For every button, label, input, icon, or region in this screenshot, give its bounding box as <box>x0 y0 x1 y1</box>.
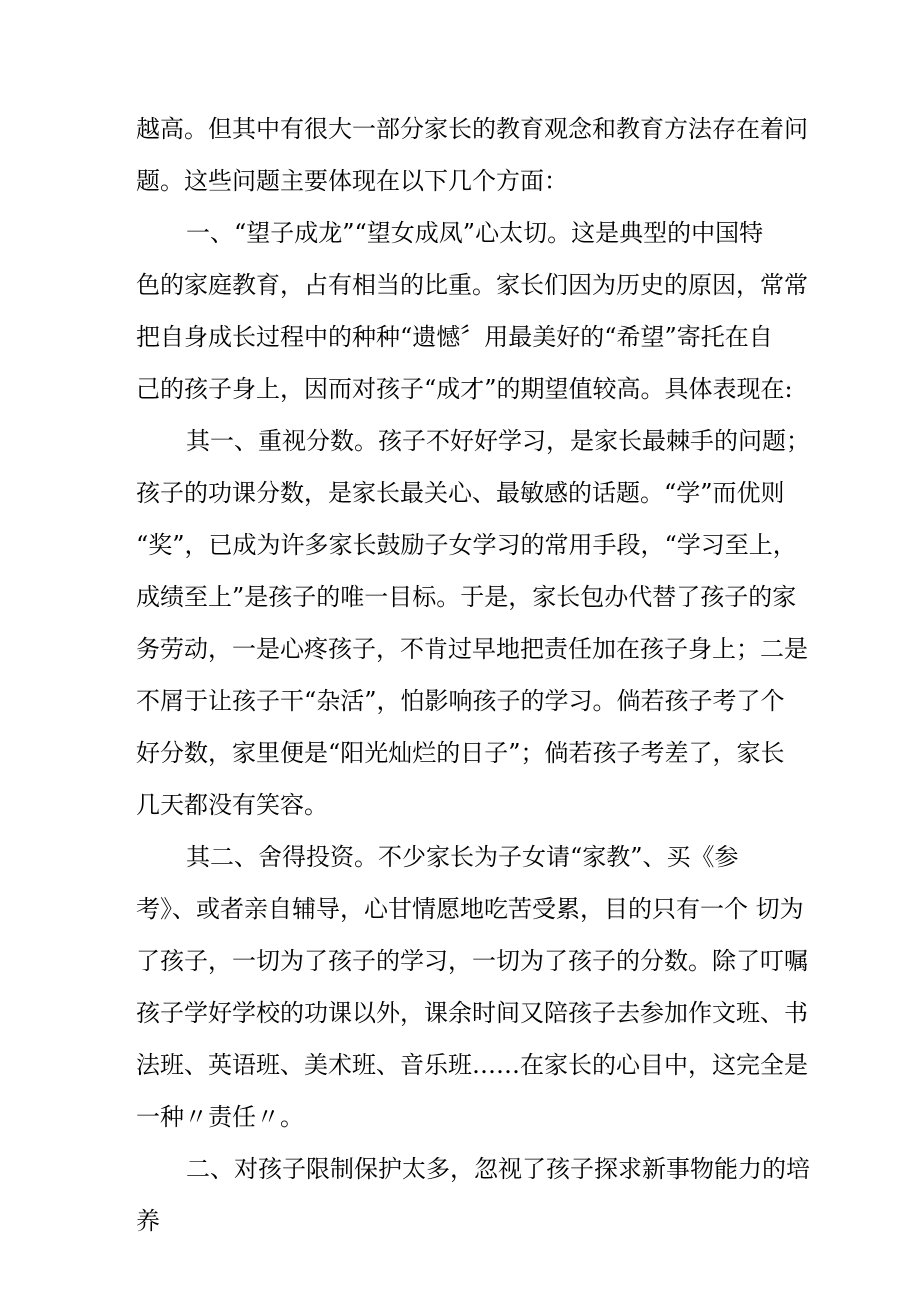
text-line: “奖”，已成为许多家长鼓励子女学习的常用手段，“学习至上， <box>136 531 797 559</box>
text-line: 其二、舍得投资。不少家长为子女请“家教”、买《参 <box>186 843 739 871</box>
text-line: 成绩至上”是孩子的唯一目标。于是，家长包办代替了孩子的家 <box>136 583 797 611</box>
text-line: 养 <box>136 1207 160 1235</box>
text-line: 了孩子，一切为了孩子的学习，一切为了孩子的分数。除了叮嘱 <box>136 947 808 975</box>
text-line: 考》、或者亲自辅导，心甘情愿地吃苦受累，目的只有一个 切为 <box>136 895 804 923</box>
text-line: 不屑于让孩子干“杂活”，怕影响孩子的学习。倘若孩子考了个 <box>136 687 785 715</box>
text-line: 孩子学好学校的功课以外，课余时间又陪孩子去参加作文班、书 <box>136 999 808 1027</box>
text-line: 一、“望子成龙”“望女成凤”心太切。这是典型的中国特 <box>186 219 764 247</box>
text-line: 色的家庭教育，占有相当的比重。家长们因为历史的原因，常常 <box>136 271 808 299</box>
text-line: 法班、英语班、美术班、音乐班……在家长的心目中，这完全是 <box>136 1051 808 1079</box>
text-line: 好分数，家里便是“阳光灿烂的日子”；倘若孩子考差了，家长 <box>136 739 785 767</box>
text-line: 孩子的功课分数，是家长最关心、最敏感的话题。“学”而优则 <box>136 479 785 507</box>
text-line: 几天都没有笑容。 <box>136 791 328 819</box>
text-line: 二、对孩子限制保护太多，忽视了孩子探求新事物能力的培 <box>186 1155 810 1183</box>
text-line: 越高。但其中有很大一部分家长的教育观念和教育方法存在着问 <box>136 115 808 143</box>
text-line: 一种〃责任〃。 <box>136 1103 304 1131</box>
text-line: 其一、重视分数。孩子不好好学习，是家长最棘手的问题； <box>186 427 810 455</box>
text-line: 把自身成长过程中的种种“遗憾〞用最美好的“希望”寄托在自 <box>136 323 773 351</box>
text-line: 务劳动，一是心疼孩子，不肯过早地把责任加在孩子身上；二是 <box>136 635 808 663</box>
text-line: 己的孩子身上，因而对孩子“成才”的期望值较高。具体表现在: <box>136 375 793 403</box>
text-line: 题。这些问题主要体现在以下几个方面： <box>136 167 568 195</box>
